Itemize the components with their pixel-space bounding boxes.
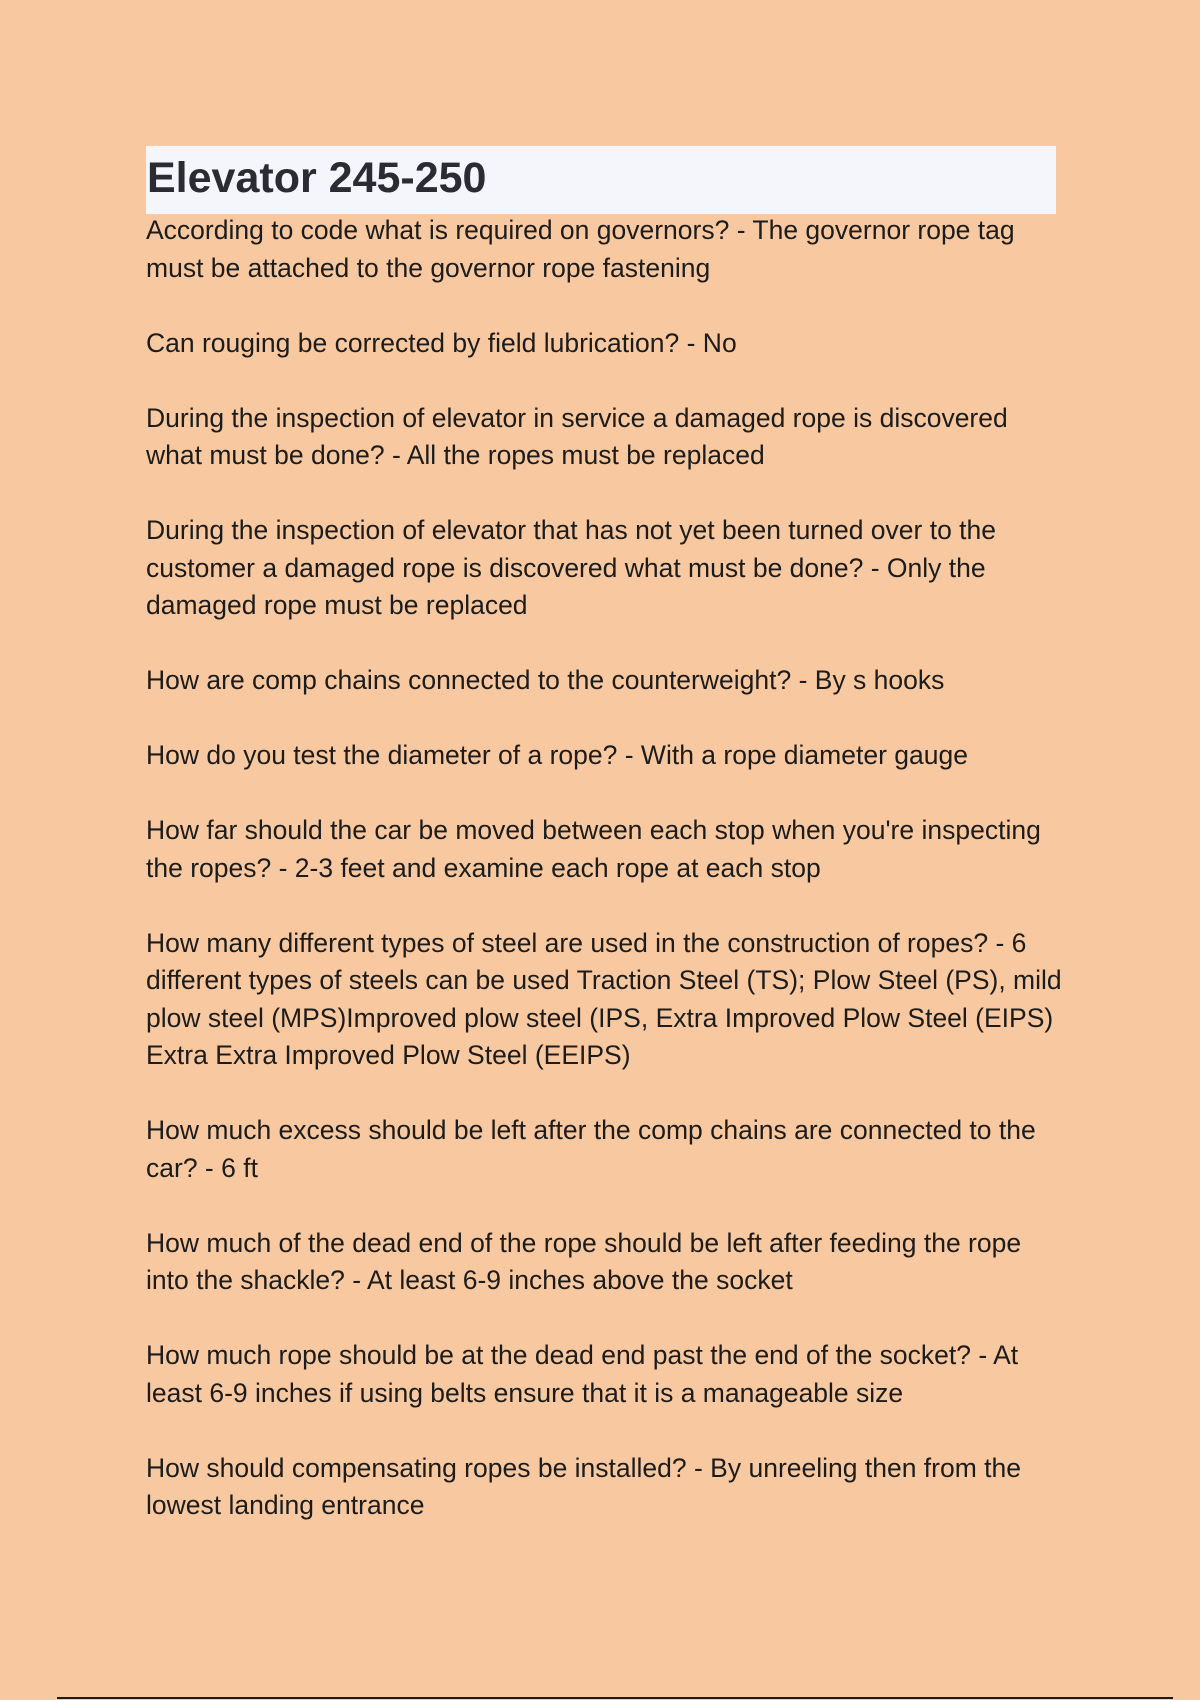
qa-item: How do you test the diameter of a rope? - With a rope diameter gauge: [146, 740, 968, 770]
qa-item: During the inspection of elevator in service a damaged rope is discovered what must be done? - All the ropes must be replaced: [146, 402, 1008, 470]
qa-item: Can rouging be corrected by field lubrication? - No: [146, 327, 737, 358]
qa-item: How should compensating ropes be installed? - By unreeling then from the lowest landing entrance: [146, 1452, 1022, 1520]
qa-item: How much rope should be at the dead end past the end of the socket? - At least 6-9 inches if using belts ensure that it is a manageable size: [146, 1340, 1019, 1408]
qa-item: How much excess should be left after the comp chains are connected to the car? - 6 ft: [146, 1115, 1036, 1183]
qa-item: How much of the dead end of the rope should be left after feeding the rope into the shackle? - At least 6-9 inches above the socket: [146, 1227, 1022, 1295]
qa-item: According to code what is required on governors? - The governor rope tag must be attached to the governor rope fastening: [146, 215, 1015, 283]
document-title: Elevator 245-250: [147, 154, 487, 202]
qa-item: How many different types of steel are used in the construction of ropes? - 6 different types of steels can be used Traction Steel (TS); Plow Steel (PS), mild plow steel (MPS)Improved plow steel (IPS, Extra Improved Plow Steel (EIPS) Extra Extra Improved Plow Steel (EEIPS): [146, 927, 1062, 1070]
page-bottom-divider: [57, 1697, 1173, 1699]
qa-item: During the inspection of elevator that has not yet been turned over to the customer a damaged rope is discovered what must be done? - Only the damaged rope must be replaced: [146, 515, 997, 620]
qa-list: [146, 212, 1066, 1562]
qa-item: How are comp chains connected to the counterweight? - By s hooks: [146, 665, 945, 695]
qa-item: How far should the car be moved between each stop when you're inspecting the ropes? - 2-3 feet and examine each rope at each stop: [146, 815, 1041, 883]
title-banner: [146, 146, 1056, 214]
